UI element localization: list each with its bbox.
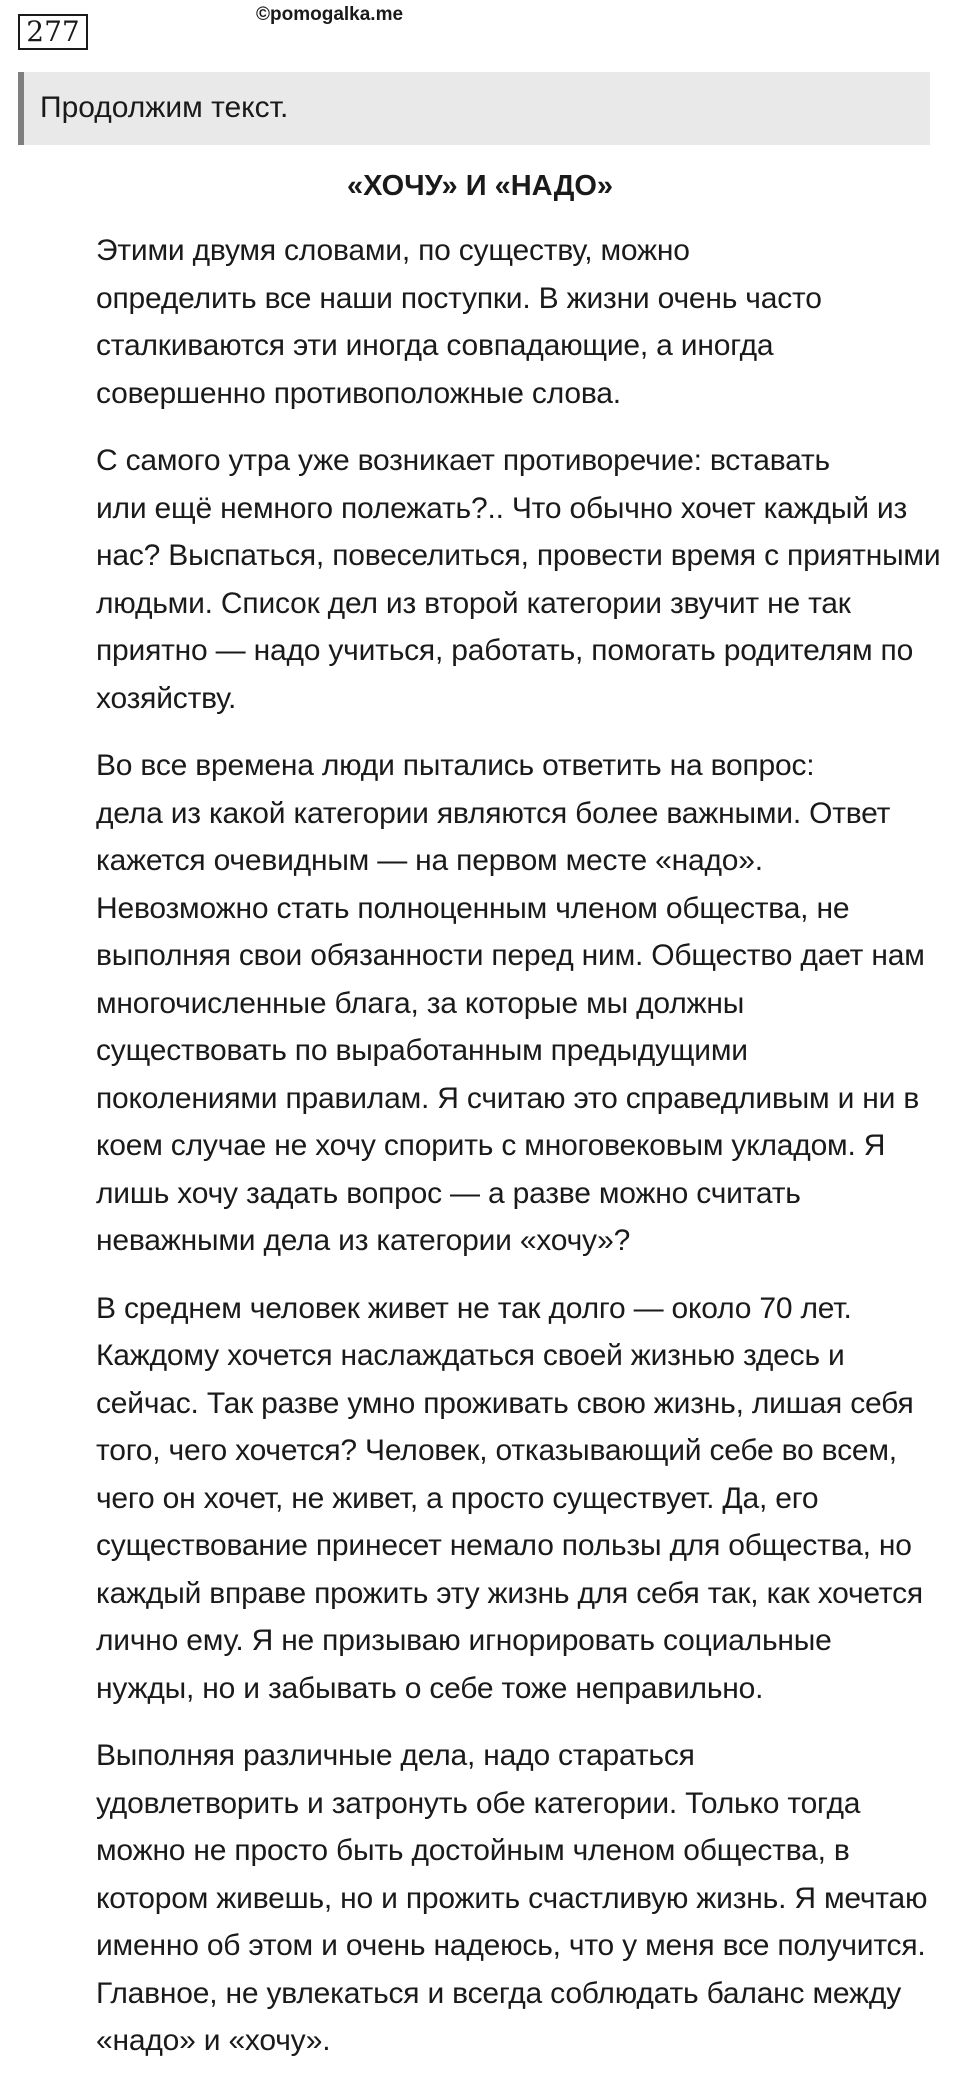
essay-body [18, 227, 948, 2085]
text-line: выполняя свои обязанности перед ним. Общество дает нам [96, 939, 925, 972]
text-line: Этими двумя словами, по существу, можно [96, 234, 690, 267]
task-text: Продолжим текст. [40, 91, 289, 124]
text-line: Невозможно стать полноценным членом общества, не [96, 891, 850, 925]
text-line: кажется очевидным — на первом месте «надо». [96, 844, 763, 877]
watermark: ©pomogalka.me [256, 4, 404, 25]
text-line: или ещё немного полежать?.. Что обычно хочет каждый из [96, 491, 908, 525]
text-line: лично ему. Я не призываю игнорировать социальные [96, 1624, 832, 1657]
text-line: Во все времена люди пытались ответить на вопрос: [96, 749, 815, 782]
task-box [18, 72, 930, 145]
text-line: С самого утра уже возникает противоречие: вставать [96, 444, 830, 477]
text-line: Выполняя различные дела, надо стараться [96, 1739, 695, 1772]
text-line: коем случае не хочу спорить с многовековым укладом. Я [96, 1129, 886, 1162]
text-line: существование принесет немало пользы для общества, но [96, 1529, 912, 1562]
text-line: того, чего хочется? Человек, отказывающий себе во всем, [96, 1434, 897, 1467]
text-line: нужды, но и забывать о себе тоже неправильно. [96, 1671, 764, 1705]
text-line: определить все наши поступки. В жизни очень часто [96, 281, 822, 315]
essay-paragraph [18, 1285, 948, 1713]
text-line: многочисленные блага, за которые мы должны [96, 986, 745, 1020]
text-line: лишь хочу задать вопрос — а разве можно считать [96, 1176, 801, 1210]
essay-title: «ХОЧУ» И «НАДО» [346, 170, 614, 202]
text-line: можно не просто быть достойным членом общества, в [96, 1834, 850, 1867]
text-line: чего он хочет, не живет, а просто существует. Да, его [96, 1481, 819, 1515]
text-line: совершенно противоположные слова. [96, 376, 621, 410]
text-line: удовлетворить и затронуть обе категории. Только тогда [96, 1786, 861, 1820]
text-line: приятно — надо учиться, работать, помогать родителям по [96, 634, 914, 667]
text-line: людьми. Список дел из второй категории звучит не так [96, 586, 851, 620]
essay-paragraph [18, 742, 948, 1265]
text-line: неважными дела из категории «хочу»? [96, 1224, 631, 1257]
text-line: сталкиваются эти иногда совпадающие, а иногда [96, 329, 774, 362]
text-line: именно об этом и очень надеюсь, что у меня все получится. [96, 1929, 926, 1962]
text-line: каждый вправе прожить эту жизнь для себя так, как хочется [96, 1576, 923, 1610]
exercise-number: 277 [18, 14, 88, 50]
text-line: хозяйству. [96, 681, 237, 715]
text-line: нас? Выспаться, повеселиться, провести время с приятными [96, 539, 941, 572]
essay-paragraph [18, 227, 948, 417]
text-line: существовать по выработанным предыдущими [96, 1034, 748, 1067]
text-line: поколениями правилам. Я считаю это справедливым и ни в [96, 1081, 920, 1115]
text-line: Главное, не увлекаться и всегда соблюдать баланс между [96, 1976, 902, 2010]
text-line: сейчас. Так разве умно проживать свою жизнь, лишая себя [96, 1386, 914, 1420]
text-line: «надо» и «хочу». [96, 2024, 331, 2057]
text-line: Каждому хочется наслаждаться своей жизнью здесь и [96, 1339, 845, 1372]
essay-paragraph [18, 437, 948, 722]
text-line: дела из какой категории являются более важными. Ответ [96, 796, 891, 830]
text-line: В среднем человек живет не так долго — около 70 лет. [96, 1291, 852, 1325]
text-line: котором живешь, но и прожить счастливую жизнь. Я мечтаю [96, 1881, 928, 1915]
essay-paragraph [18, 1732, 948, 2065]
